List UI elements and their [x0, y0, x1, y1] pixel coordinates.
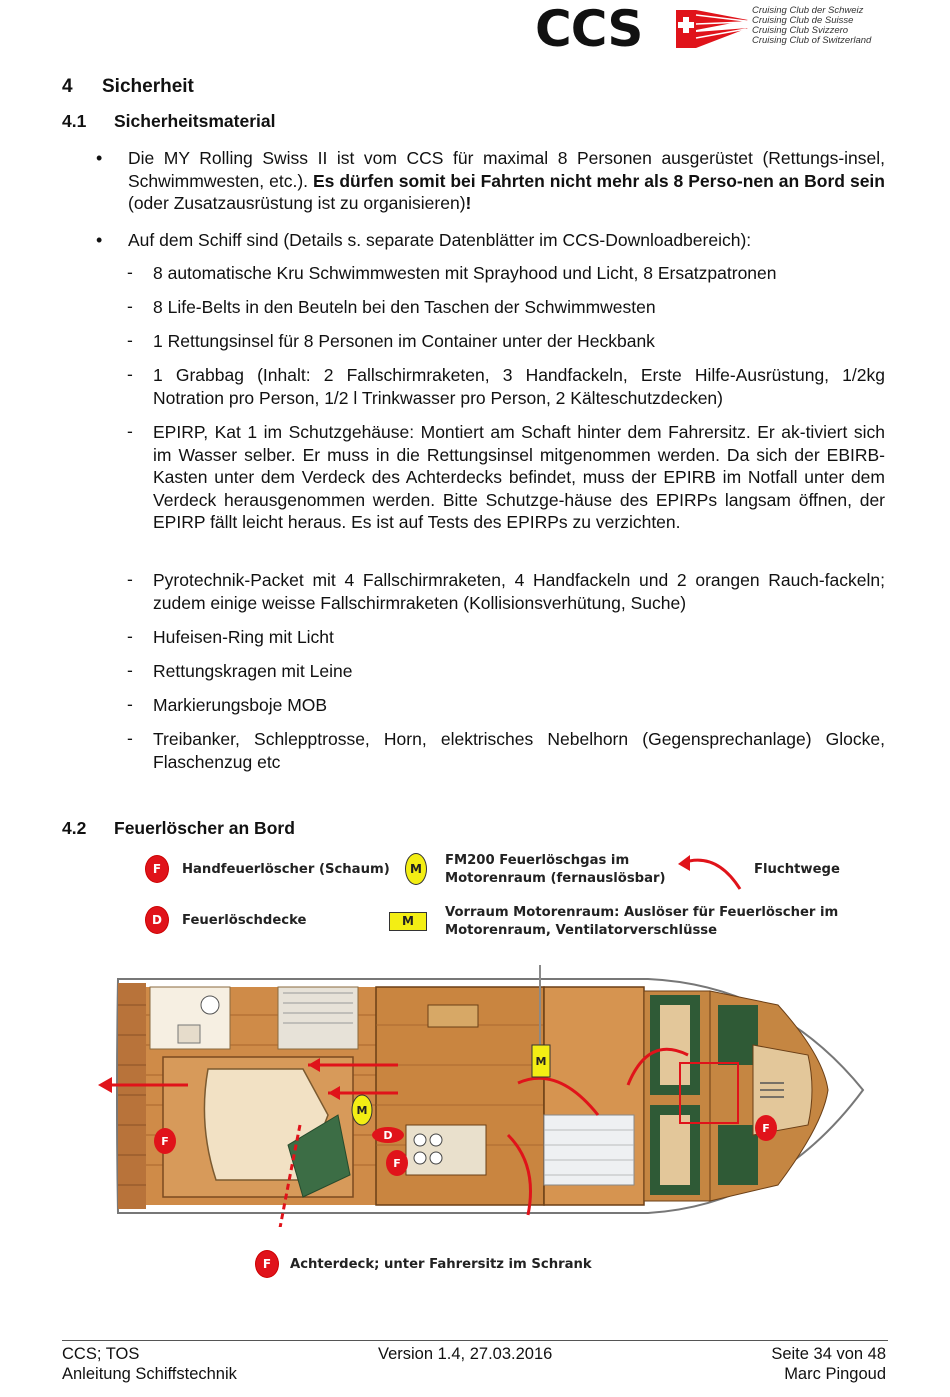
logo-club-names — [752, 6, 871, 46]
ccs-logo-text: CCS — [535, 0, 643, 58]
bullet-text-plain: (oder Zusatzausrüstung ist zu organisieren) — [128, 193, 466, 214]
section-number: 4 — [62, 76, 73, 97]
equipment-item: Markierungsboje MOB — [153, 695, 328, 715]
legend-decke-label: Feuerlöschdecke — [182, 913, 307, 928]
equipment-item: Hufeisen-Ring mit Licht — [153, 627, 334, 647]
legend-line: Vorraum Motorenraum: Auslöser für Feuerlöscher im — [445, 905, 839, 920]
dash-marker: - — [127, 728, 133, 748]
fire-blanket-icon: D — [146, 907, 168, 933]
legend-achterdeck-label: Achterdeck; unter Fahrersitz im Schrank — [290, 1257, 592, 1272]
equipment-item: 1 Rettungsinsel für 8 Personen im Container unter der Heckbank — [153, 331, 655, 351]
boat-floor-plan — [88, 965, 870, 1227]
plan-f-symbol: F — [393, 1157, 401, 1170]
footer-divider — [62, 1340, 888, 1341]
logo-line: Cruising Club of Switzerland — [752, 35, 872, 46]
subsection-heading — [62, 818, 295, 839]
plan-f-symbol: F — [762, 1122, 770, 1135]
subsection-heading — [62, 111, 275, 132]
legend-line: Motorenraum (fernauslösbar) — [445, 871, 666, 886]
section-heading — [62, 76, 194, 98]
equipment-item: 8 automatische Kru Schwimmwesten mit Sprayhood und Licht, 8 Ersatzpatronen — [153, 263, 777, 283]
footer-version: Version 1.4, 27.03.2016 — [378, 1345, 553, 1363]
legend-vorraum-label — [445, 904, 838, 940]
plan-d-symbol: D — [383, 1129, 393, 1142]
bullet-icon: • — [96, 230, 103, 250]
footer-author: Marc Pingoud — [784, 1365, 886, 1383]
fm200-icon: M — [405, 853, 427, 885]
bullet-text-exclamation: ! — [465, 193, 472, 214]
subsection-title: Feuerlöscher an Bord — [114, 818, 295, 838]
equipment-item: 1 Grabbag (Inhalt: 2 Fallschirmraketen, 3 Handfackeln, Erste Hilfe-Ausrüstung, 1/2kg Notration pro Person, 1/2 l Trinkwasser pro Person, 2 Kälteschutzdecken) — [153, 365, 885, 408]
logo-line: Cruising Club der Schweiz — [752, 5, 864, 16]
dash-marker: - — [127, 421, 133, 441]
equipment-item: Pyrotechnik-Packet mit 4 Fallschirmraketen, 4 Handfackeln und 2 orangen Rauch-fackeln; zudem einige weisse Fallschirmraketen (Kollisionsverhütung, Suche) — [153, 570, 885, 613]
fire-extinguisher-icon: F — [256, 1251, 278, 1277]
dash-marker: - — [127, 569, 133, 589]
logo-line: Cruising Club Svizzero — [752, 25, 849, 36]
dash-marker: - — [127, 660, 133, 680]
dash-marker: - — [127, 626, 133, 646]
bullet-text-2: Auf dem Schiff sind (Details s. separate Datenblätter im CCS-Downloadbereich): — [128, 230, 752, 250]
footer-left — [62, 1344, 237, 1384]
swiss-flag-logo-icon — [676, 8, 748, 50]
dash-marker: - — [127, 694, 133, 714]
bullet-text-bold: Es dürfen somit bei Fahrten nicht mehr als 8 Perso-nen an Bord sein — [312, 170, 885, 191]
bullet-text-1 — [128, 147, 885, 215]
legend-fm200-label — [445, 852, 666, 888]
footer-right — [771, 1344, 886, 1384]
plan-f-symbol: F — [161, 1135, 169, 1148]
equipment-item: EPIRP, Kat 1 im Schutzgehäuse: Montiert am Schaft hinter dem Fahrersitz. Er ak-tiviert sich im Wasser selber. Er muss in die Rettungsinsel mitgenommen werden. Da sich der EBIRB-Kasten unter dem Verdeck des Achterdecks befindet, muss der EPIRB im Notfall unter dem Verdeck herausgenommen werden. Bitte Schutzge-häuse des EPIRPs langsam öffnen, der EPIRP fällt leicht heraus. Es ist auf Tests des EPIRPs zu verzichten. — [153, 422, 885, 533]
subsection-number: 4.1 — [62, 111, 87, 131]
plan-m-symbol: M — [356, 1104, 368, 1117]
bullet-text-plain: Die MY Rolling Swiss II ist vom CCS für maximal 8 Personen ausgerüstet (Rettungs-insel, Schwimmwesten, etc.). — [128, 148, 885, 191]
legend-hand-label: Handfeuerlöscher (Schaum) — [182, 862, 390, 877]
plan-m-symbol: M — [535, 1055, 547, 1068]
footer-doc: Anleitung Schiffstechnik — [62, 1365, 237, 1383]
footer-page: Seite 34 von 48 — [771, 1345, 886, 1363]
stern-platform — [118, 983, 146, 1209]
equipment-item: Treibanker, Schlepptrosse, Horn, elektrisches Nebelhorn (Gegensprechanlage) Glocke, Flaschenzug etc — [153, 729, 885, 772]
footer-org: CCS; TOS — [62, 1345, 140, 1363]
galley — [406, 1125, 486, 1175]
subsection-title: Sicherheitsmaterial — [114, 111, 276, 131]
legend-line: FM200 Feuerlöschgas im — [445, 853, 630, 868]
dash-marker: - — [127, 364, 133, 384]
dash-marker: - — [127, 330, 133, 350]
legend-flucht-label: Fluchtwege — [754, 862, 840, 877]
bullet-icon: • — [96, 148, 103, 168]
engine-room-trigger-icon: M — [389, 912, 427, 931]
equipment-item: Rettungskragen mit Leine — [153, 661, 353, 681]
dash-marker: - — [127, 262, 133, 282]
fire-extinguisher-icon: F — [146, 856, 168, 882]
legend-line: Motorenraum, Ventilatorverschlüsse — [445, 923, 718, 938]
escape-route-arrow-icon — [676, 851, 748, 895]
dash-marker: - — [127, 296, 133, 316]
subsection-number: 4.2 — [62, 818, 87, 838]
equipment-item: 8 Life-Belts in den Beuteln bei den Taschen der Schwimmwesten — [153, 297, 656, 317]
section-title: Sicherheit — [102, 76, 194, 97]
logo-line: Cruising Club de Suisse — [752, 15, 854, 26]
